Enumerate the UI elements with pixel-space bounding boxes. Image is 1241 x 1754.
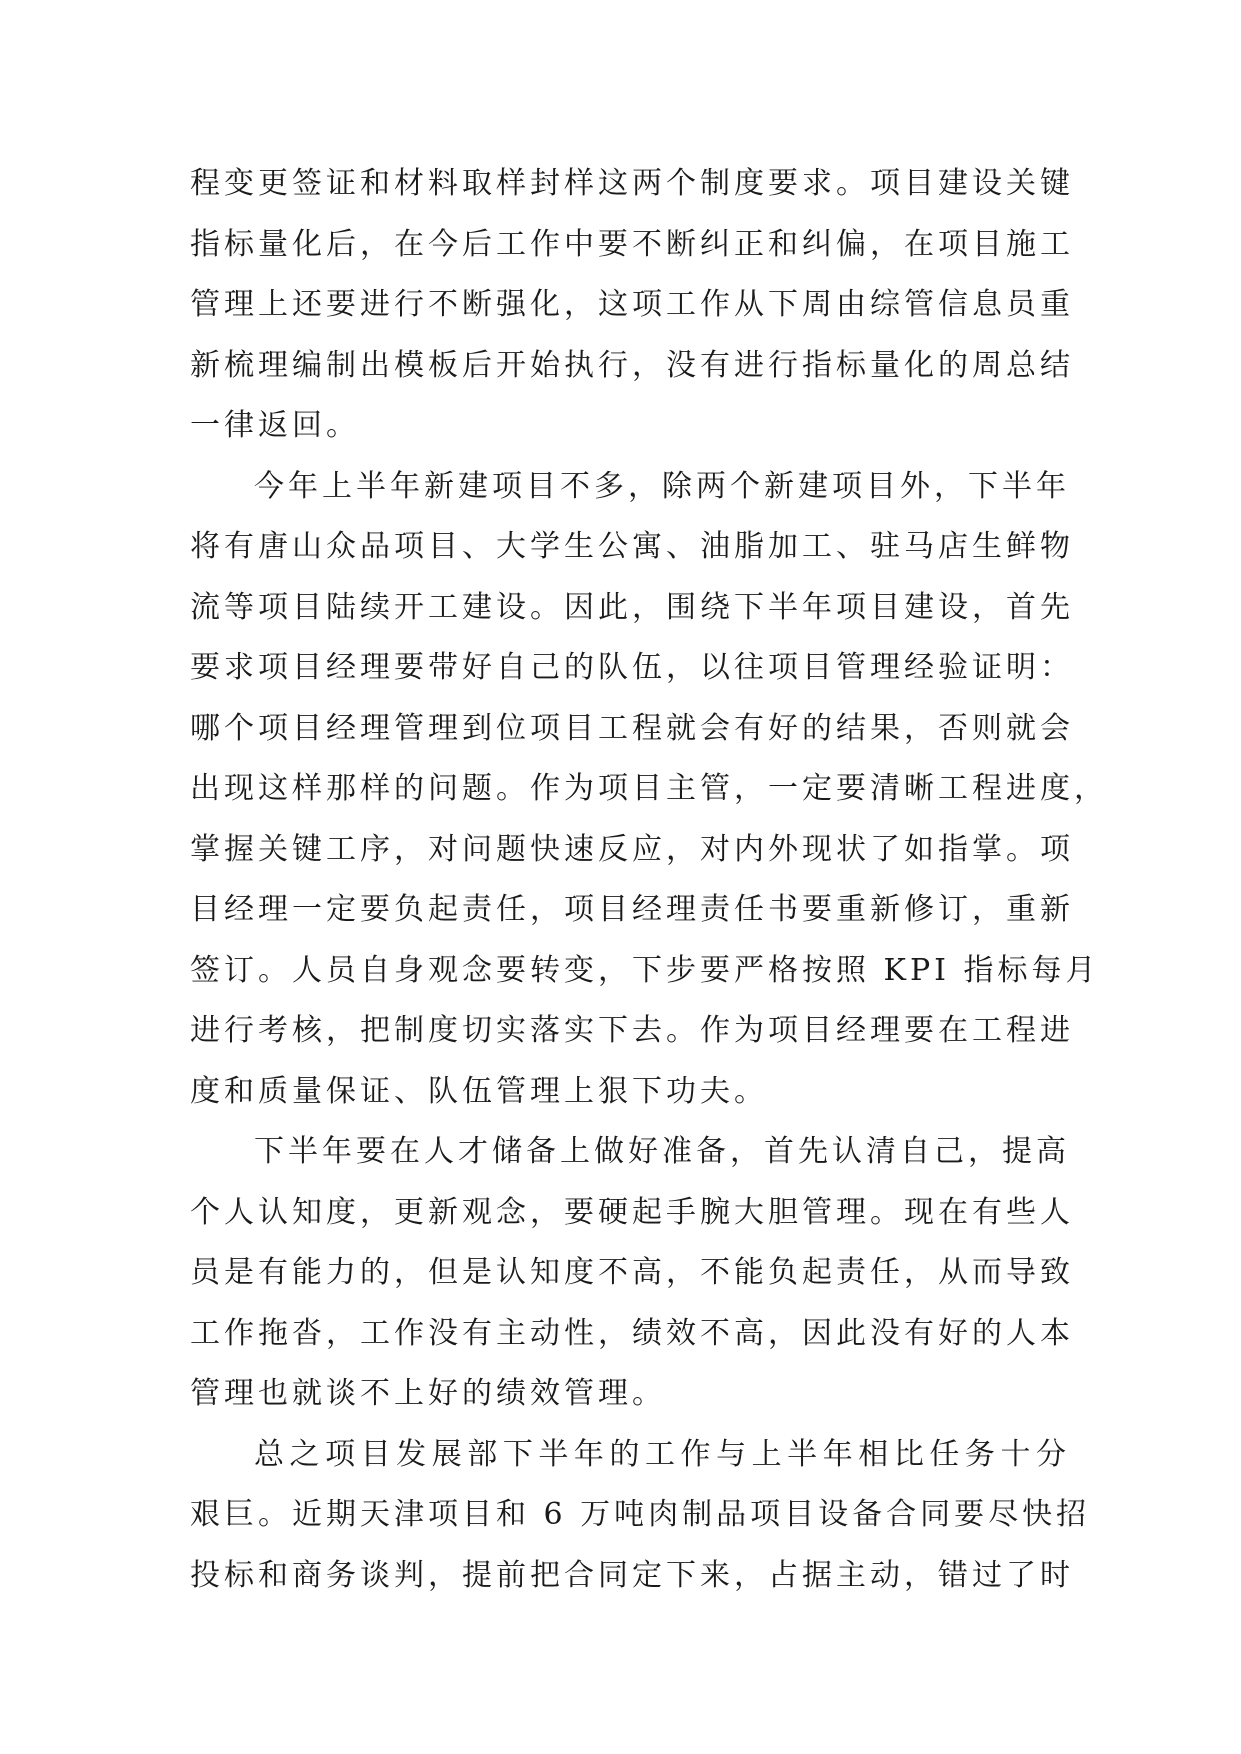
paragraph — [190, 154, 1074, 457]
text-line: 艰巨。近期天津项目和 6 万吨肉制品项目设备合同要尽快招 — [190, 1497, 1091, 1532]
text-line: 度和质量保证、队伍管理上狠下功夫。 — [190, 1073, 768, 1109]
text-line: 新梳理编制出模板后开始执行，没有进行指标量化的周总结 — [190, 347, 1074, 383]
text-line: 管理也就谈不上好的绩效管理。 — [190, 1376, 666, 1411]
text-line: 签订。人员自身观念要转变，下步要严格按照 KPI 指标每月 — [190, 952, 1100, 988]
text-line: 工作拖沓，工作没有主动性，绩效不高，因此没有好的人本 — [190, 1315, 1074, 1351]
text-line: 出现这样那样的问题。作为项目主管，一定要清晰工程进度， — [190, 771, 1108, 806]
paragraph — [190, 457, 1108, 1123]
text-line: 要求项目经理要带好自己的队伍，以往项目管理经验证明： — [190, 650, 1074, 685]
text-line: 管理上还要进行不断强化，这项工作从下周由综管信息员重 — [190, 287, 1074, 322]
text-line: 员是有能力的，但是认知度不高，不能负起责任，从而导致 — [190, 1255, 1074, 1290]
text-line: 将有唐山众品项目、大学生公寓、油脂加工、驻马店生鲜物 — [190, 529, 1074, 564]
text-line: 目经理一定要负起责任，项目经理责任书要重新修订，重新 — [190, 892, 1074, 927]
paragraph — [190, 1425, 1091, 1607]
text-line: 进行考核，把制度切实落实下去。作为项目经理要在工程进 — [190, 1013, 1074, 1048]
text-line: 掌握关键工序，对问题快速反应，对内外现状了如指掌。项 — [190, 831, 1074, 867]
text-line: 流等项目陆续开工建设。因此，围绕下半年项目建设，首先 — [190, 589, 1074, 625]
text-line: 指标量化后，在今后工作中要不断纠正和纠偏，在项目施工 — [190, 226, 1074, 262]
paragraph — [190, 1122, 1074, 1425]
text-line: 下半年要在人才储备上做好准备，首先认清自己，提高 — [254, 1134, 1070, 1169]
text-line: 投标和商务谈判，提前把合同定下来，占据主动，错过了时 — [190, 1557, 1074, 1593]
text-line: 今年上半年新建项目不多，除两个新建项目外，下半年 — [254, 468, 1070, 504]
text-line: 个人认知度，更新观念，要硬起手腕大胆管理。现在有些人 — [190, 1194, 1074, 1230]
text-line: 总之项目发展部下半年的工作与上半年相比任务十分 — [254, 1436, 1070, 1472]
text-line: 程变更签证和材料取样封样这两个制度要求。项目建设关键 — [190, 166, 1074, 201]
text-line: 一律返回。 — [190, 408, 360, 443]
text-line: 哪个项目经理管理到位项目工程就会有好的结果，否则就会 — [190, 710, 1074, 746]
body-text — [190, 154, 1108, 1606]
